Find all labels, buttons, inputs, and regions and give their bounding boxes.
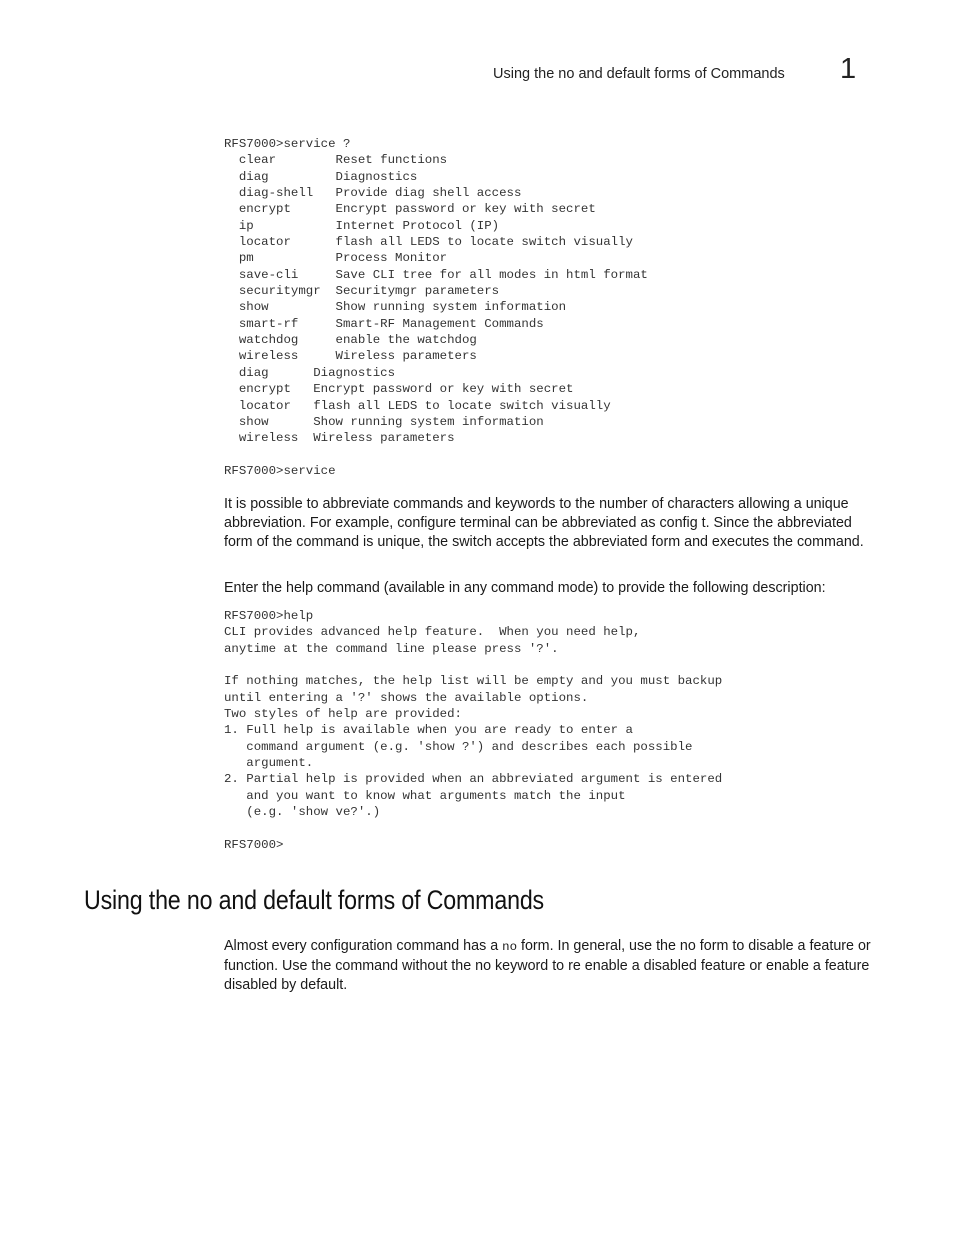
code-line: securitymgr Securitymgr parameters bbox=[224, 284, 500, 299]
code-line: wireless Wireless parameters bbox=[224, 349, 477, 364]
paragraph-help-intro: Enter the help command (available in any command mode) to provide the following description: bbox=[224, 580, 826, 596]
chapter-number: 1 bbox=[840, 53, 857, 85]
paragraph-no-form-rest: form. In general, use the no form to disable a feature or function. Use the command without the no keyword to re enable a disabled feature or enable a feature disabled by default. bbox=[224, 938, 871, 993]
code-block-service-help bbox=[224, 136, 648, 479]
code-line: If nothing matches, the help list will be empty and you must backup bbox=[224, 674, 723, 689]
code-line: RFS7000>service ? bbox=[224, 137, 351, 151]
code-line: encrypt Encrypt password or key with secret bbox=[224, 382, 574, 397]
code-line: encrypt Encrypt password or key with secret bbox=[224, 202, 596, 217]
code-line: diag-shell Provide diag shell access bbox=[224, 186, 522, 201]
code-line: wireless Wireless parameters bbox=[224, 431, 455, 446]
code-line: ip Internet Protocol (IP) bbox=[224, 218, 500, 233]
code-line: diag Diagnostics bbox=[224, 169, 418, 184]
running-header-title: Using the no and default forms of Commands bbox=[493, 66, 785, 82]
code-line: until entering a '?' shows the available options. bbox=[224, 690, 589, 705]
code-line: RFS7000>help bbox=[224, 609, 314, 623]
code-line: pm Process Monitor bbox=[224, 251, 448, 266]
code-line: watchdog enable the watchdog bbox=[224, 333, 477, 348]
code-line: RFS7000>service bbox=[224, 463, 336, 478]
paragraph-no-form-lead: Almost every configuration command has a bbox=[224, 938, 503, 954]
paragraph-no-form bbox=[224, 937, 872, 994]
code-line: locator flash all LEDS to locate switch visually bbox=[224, 235, 633, 250]
code-line: clear Reset functions bbox=[224, 153, 448, 168]
inline-code-no: no bbox=[502, 940, 518, 954]
code-line: save-cli Save CLI tree for all modes in html format bbox=[224, 267, 648, 282]
code-line: Two styles of help are provided: bbox=[224, 707, 462, 722]
code-line: 2. Partial help is provided when an abbreviated argument is entered bbox=[224, 772, 723, 787]
code-line: argument. bbox=[224, 756, 314, 771]
code-line: anytime at the command line please press '?'. bbox=[224, 641, 559, 656]
paragraph-abbreviation: It is possible to abbreviate commands and keywords to the number of characters allowing a unique abbreviation. For example, configure terminal can be abbreviated as config t. Since the abbreviated form of the command is unique, the switch accepts the abbreviated form and executes the command. bbox=[224, 496, 864, 550]
code-line: show Show running system information bbox=[224, 414, 544, 429]
code-line: locator flash all LEDS to locate switch visually bbox=[224, 398, 611, 413]
section-title: Using the no and default forms of Commands bbox=[84, 885, 545, 915]
code-line: diag Diagnostics bbox=[224, 365, 396, 380]
code-line: 1. Full help is available when you are ready to enter a bbox=[224, 723, 633, 738]
code-line: smart-rf Smart-RF Management Commands bbox=[224, 316, 544, 331]
code-line: CLI provides advanced help feature. When you need help, bbox=[224, 625, 641, 640]
code-line: RFS7000> bbox=[224, 837, 284, 852]
code-line: show Show running system information bbox=[224, 300, 567, 315]
code-line: and you want to know what arguments match the input bbox=[224, 788, 626, 803]
code-line: (e.g. 'show ve?'.) bbox=[224, 805, 381, 820]
code-block-help-output bbox=[224, 608, 722, 853]
code-line: command argument (e.g. 'show ?') and describes each possible bbox=[224, 739, 693, 754]
